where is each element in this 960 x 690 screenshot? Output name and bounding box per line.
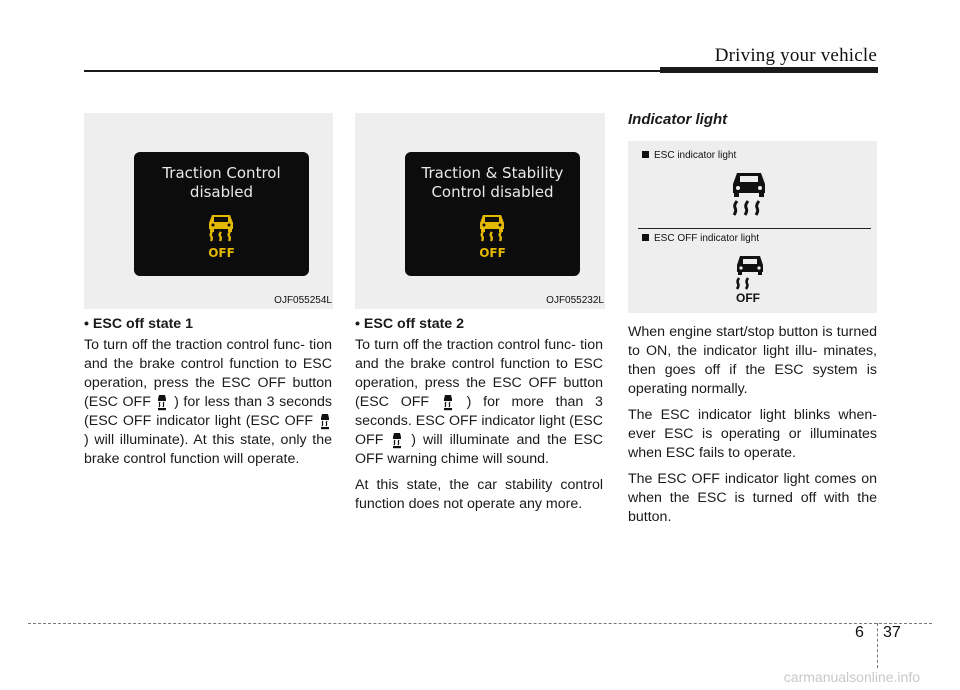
- label-text: ESC indicator light: [654, 150, 737, 161]
- esc-off-inline-icon: [320, 412, 330, 430]
- paragraph-text: ) for less than 3 seconds (ESC OFF indicator light (ESC OFF: [84, 394, 332, 429]
- indicator-light-heading: Indicator light: [628, 111, 728, 128]
- paragraph: [355, 336, 603, 469]
- esc-off-indicator-text: OFF: [736, 291, 760, 305]
- esc-off-inline-icon: [443, 393, 453, 411]
- paragraph: The ESC OFF indicator light comes on when the ESC is turned off with the button.: [628, 471, 877, 525]
- esc-off-state-2-image: [355, 113, 605, 309]
- display-line-2: disabled: [189, 183, 254, 201]
- esc-off-indicator-icon: [732, 254, 768, 290]
- bullet-square-icon: [642, 234, 649, 241]
- display-line-2: Control disabled: [431, 183, 554, 201]
- page-number: 37: [883, 624, 901, 641]
- display-line-1: Traction Control: [162, 164, 281, 182]
- esc-off-icon: [204, 211, 238, 243]
- indicator-light-panel: [628, 141, 877, 313]
- display-off-text: OFF: [208, 246, 235, 260]
- watermark: carmanualsonline.info: [783, 669, 920, 685]
- divider: [638, 228, 871, 229]
- image-code: OJF055254L: [274, 295, 332, 306]
- footer-rule: [28, 623, 932, 624]
- chapter-number: 6: [855, 624, 864, 641]
- paragraph-text: To turn off the traction control func- tion and the brake control function to ESC operation, press the ESC OFF button (ESC OFF: [84, 337, 332, 410]
- esc-indicator-label: [642, 150, 736, 161]
- section-title: Driving your vehicle: [714, 45, 877, 66]
- esc-off-state-1-image: [84, 113, 333, 309]
- esc-indicator-icon: [729, 169, 769, 217]
- paragraph-text: ) will illuminate). At this state, only the brake control function will operate.: [84, 432, 332, 467]
- bullet-square-icon: [642, 151, 649, 158]
- cluster-display: [405, 152, 580, 276]
- paragraph: At this state, the car stability control function does not operate any more.: [355, 477, 603, 512]
- esc-off-icon: [475, 211, 509, 243]
- esc-off-inline-icon: [157, 393, 167, 411]
- cluster-display: [134, 152, 309, 276]
- esc-off-inline-icon: [392, 431, 402, 449]
- image-code: OJF055232L: [546, 295, 604, 306]
- paragraph: When engine start/stop button is turned to ON, the indicator light illu- minates, then goes off if the ESC system is operating normally.: [628, 324, 877, 397]
- indicator-light-text: [628, 323, 877, 534]
- label-text: ESC OFF indicator light: [654, 233, 760, 244]
- display-off-text: OFF: [479, 246, 506, 260]
- esc-off-indicator-label: [642, 233, 759, 244]
- paragraph-text: To turn off the traction control func- tion and the brake control function to ESC operation, press the ESC OFF button (ESC OFF: [355, 337, 603, 410]
- header-rule-accent: [660, 67, 878, 73]
- paragraph-text: ) will illuminate and the ESC OFF warning chime will sound.: [355, 432, 603, 467]
- paragraph: The ESC indicator light blinks when- ever ESC is operating or illuminates when ESC fails to operate.: [628, 407, 877, 461]
- paragraph: [84, 336, 332, 469]
- esc-off-state-1-text: [84, 315, 332, 476]
- footer-page-divider: [877, 623, 878, 668]
- esc-off-state-2-text: [355, 315, 603, 521]
- display-line-1: Traction & Stability: [421, 164, 564, 182]
- paragraph-text: ) for more than 3 seconds. ESC OFF indicator light (ESC OFF: [355, 394, 603, 448]
- bullet-heading: • ESC off state 2: [355, 316, 465, 332]
- bullet-heading: • ESC off state 1: [84, 316, 194, 332]
